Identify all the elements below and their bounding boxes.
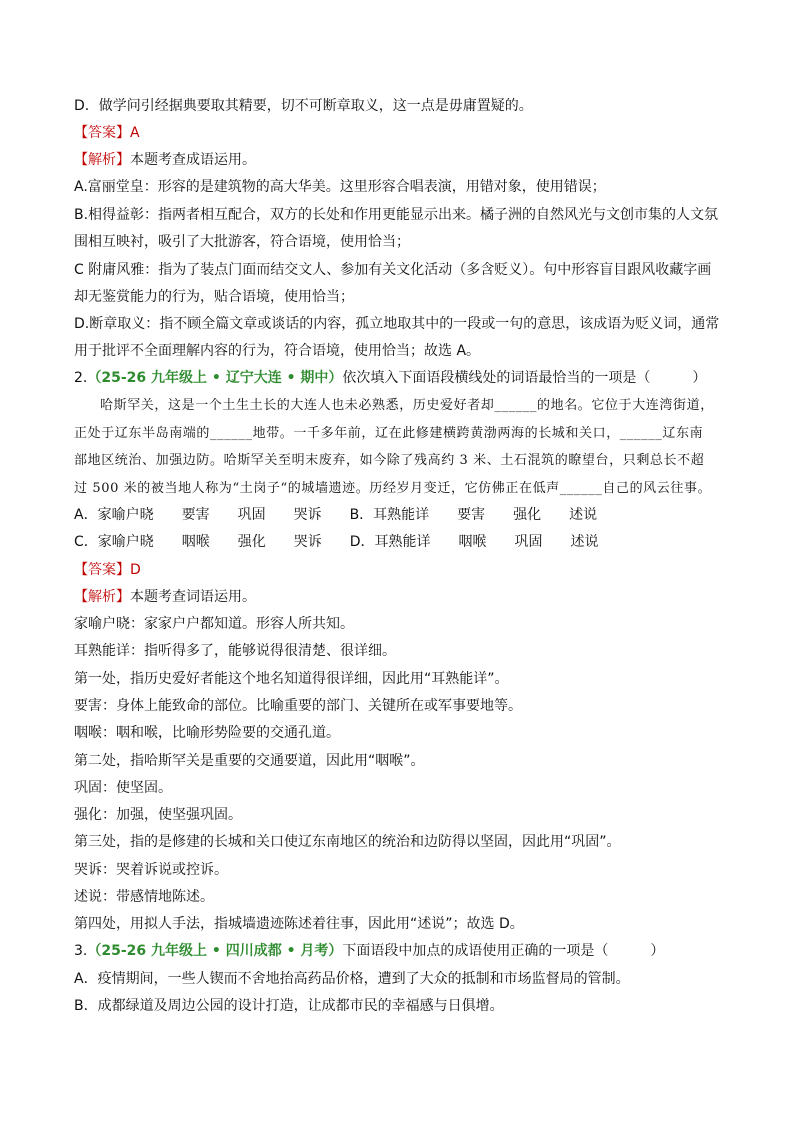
analysis-line xyxy=(74,587,734,607)
explanation-line: 耳熟能详：指听得多了，能够说得很清楚、很详细。 xyxy=(74,643,396,659)
explanation-line: 第四处，用拟人手法，指城墙遗迹陈述着往事，因此用“述说”；故选 D。 xyxy=(74,916,524,932)
question-3-header xyxy=(74,941,734,961)
answer-label: 【答案】 xyxy=(74,125,130,141)
explanation-line: D.断章取义：指不顾全篇文章或谈话的内容，孤立地取其中的一段或一句的意思，该成语为贬义词，通常 xyxy=(74,316,720,332)
analysis-label: 【解析】 xyxy=(74,589,130,605)
question-source: （25-26 九年级上 • 四川成都 • 月考） xyxy=(87,943,343,959)
explanation-line: 巩固：使坚固。 xyxy=(74,780,172,796)
analysis-line xyxy=(74,150,734,170)
explanation-line: 第二处，指哈斯罕关是重要的交通要道，因此用“咽喉”。 xyxy=(74,753,425,769)
explanation-line: 述说：带感情地陈述。 xyxy=(74,889,214,905)
answer-line xyxy=(74,123,734,143)
question-number: 2. xyxy=(74,370,88,386)
question-source: （25-26 九年级上 • 辽宁大连 • 期中） xyxy=(87,370,343,386)
options-row: A．家喻户晓 要害 巩固 哭诉 B．耳熟能详 要害 强化 述说 xyxy=(74,507,598,523)
passage-line: 过 500 米的被当地人称为“土岗子“的城墙遗迹。历经岁月变迁，它仿佛正在低声______自己的风云往事。 xyxy=(74,481,712,496)
explanation-line: 哭诉：哭着诉说或控诉。 xyxy=(74,862,228,878)
options-row: C．家喻户晓 咽喉 强化 哭诉 D．耳熟能详 咽喉 巩固 述说 xyxy=(74,534,599,550)
explanation-line: 强化：加强，使坚强巩固。 xyxy=(74,807,242,823)
explanation-line: 围相互映衬，吸引了大批游客，符合语境，使用恰当； xyxy=(74,234,410,250)
explanation-line: 用于批评不全面理解内容的行为，符合语境，使用恰当；故选 A。 xyxy=(74,343,481,359)
explanation-line: 第一处，指历史爱好者能这个地名知道得很详细，因此用“耳熟能详”。 xyxy=(74,671,509,687)
explanation-line: C 附庸风雅：指为了装点门面而结交文人、参加有关文化活动（多含贬义）。句中形容盲目跟风收藏字画 xyxy=(74,262,712,278)
explanation-line: 要害：身体上能致命的部位。比喻重要的部门、关键所在或军事要地等。 xyxy=(74,698,522,714)
explanation-line: A.富丽堂皇：形容的是建筑物的高大华美。这里形容合唱表演，用错对象，使用错误； xyxy=(74,179,606,195)
question-stem: 下面语段中加点的成语使用正确的一项是（ ） xyxy=(342,943,665,959)
question-stem: 依次填入下面语段横线处的词语最恰当的一项是（ ） xyxy=(342,370,707,386)
analysis-text: 本题考查成语运用。 xyxy=(130,152,256,168)
explanation-line: 咽喉：咽和喉，比喻形势险要的交通孔道。 xyxy=(74,725,340,741)
passage-line: 哈斯罕关，这是一个土生土长的大连人也未必熟悉，历史爱好者却______的地名。它位于大连湾街道， xyxy=(100,398,714,413)
option-b: B．成都绿道及周边公园的设计打造，让成都市民的幸福感与日俱增。 xyxy=(74,998,504,1014)
question-number: 3. xyxy=(74,943,88,959)
option-d-text: D．做学问引经据典要取其精要，切不可断章取义，这一点是毋庸置疑的。 xyxy=(74,98,533,114)
analysis-text: 本题考查词语运用。 xyxy=(130,589,256,605)
explanation-line: 第三处，指的是修建的长城和关口使辽东南地区的统治和边防得以坚固，因此用“巩固”。 xyxy=(74,834,621,850)
answer-label: 【答案】 xyxy=(74,562,130,578)
option-a: A．疫情期间，一些人锲而不舍地抬高药品价格，遭到了大众的抵制和市场监督局的管制。 xyxy=(74,971,630,987)
answer-value: A xyxy=(130,125,140,141)
answer-line xyxy=(74,560,734,580)
explanation-line: 却无鉴赏能力的行为，贴合语境，使用恰当； xyxy=(74,289,354,305)
question-2-header xyxy=(74,368,734,388)
explanation-line: B.相得益彰：指两者相互配合，双方的长处和作用更能显示出来。橘子洲的自然风光与文创市集的人文氛 xyxy=(74,207,719,223)
analysis-label: 【解析】 xyxy=(74,152,130,168)
explanation-line: 家喻户晓：家家户户都知道。形容人所共知。 xyxy=(74,616,354,632)
passage-line: 正处于辽东半岛南端的______地带。一千多年前，辽在此修建横跨黄渤两海的长城和关口，______辽东南 xyxy=(74,426,704,441)
passage-line: 部地区统治、加强边防。哈斯罕关至明末废弃，如今除了残高约 3 米、土石混筑的瞭望台，只剩总长不超 xyxy=(74,453,705,468)
answer-value: D xyxy=(130,562,141,578)
